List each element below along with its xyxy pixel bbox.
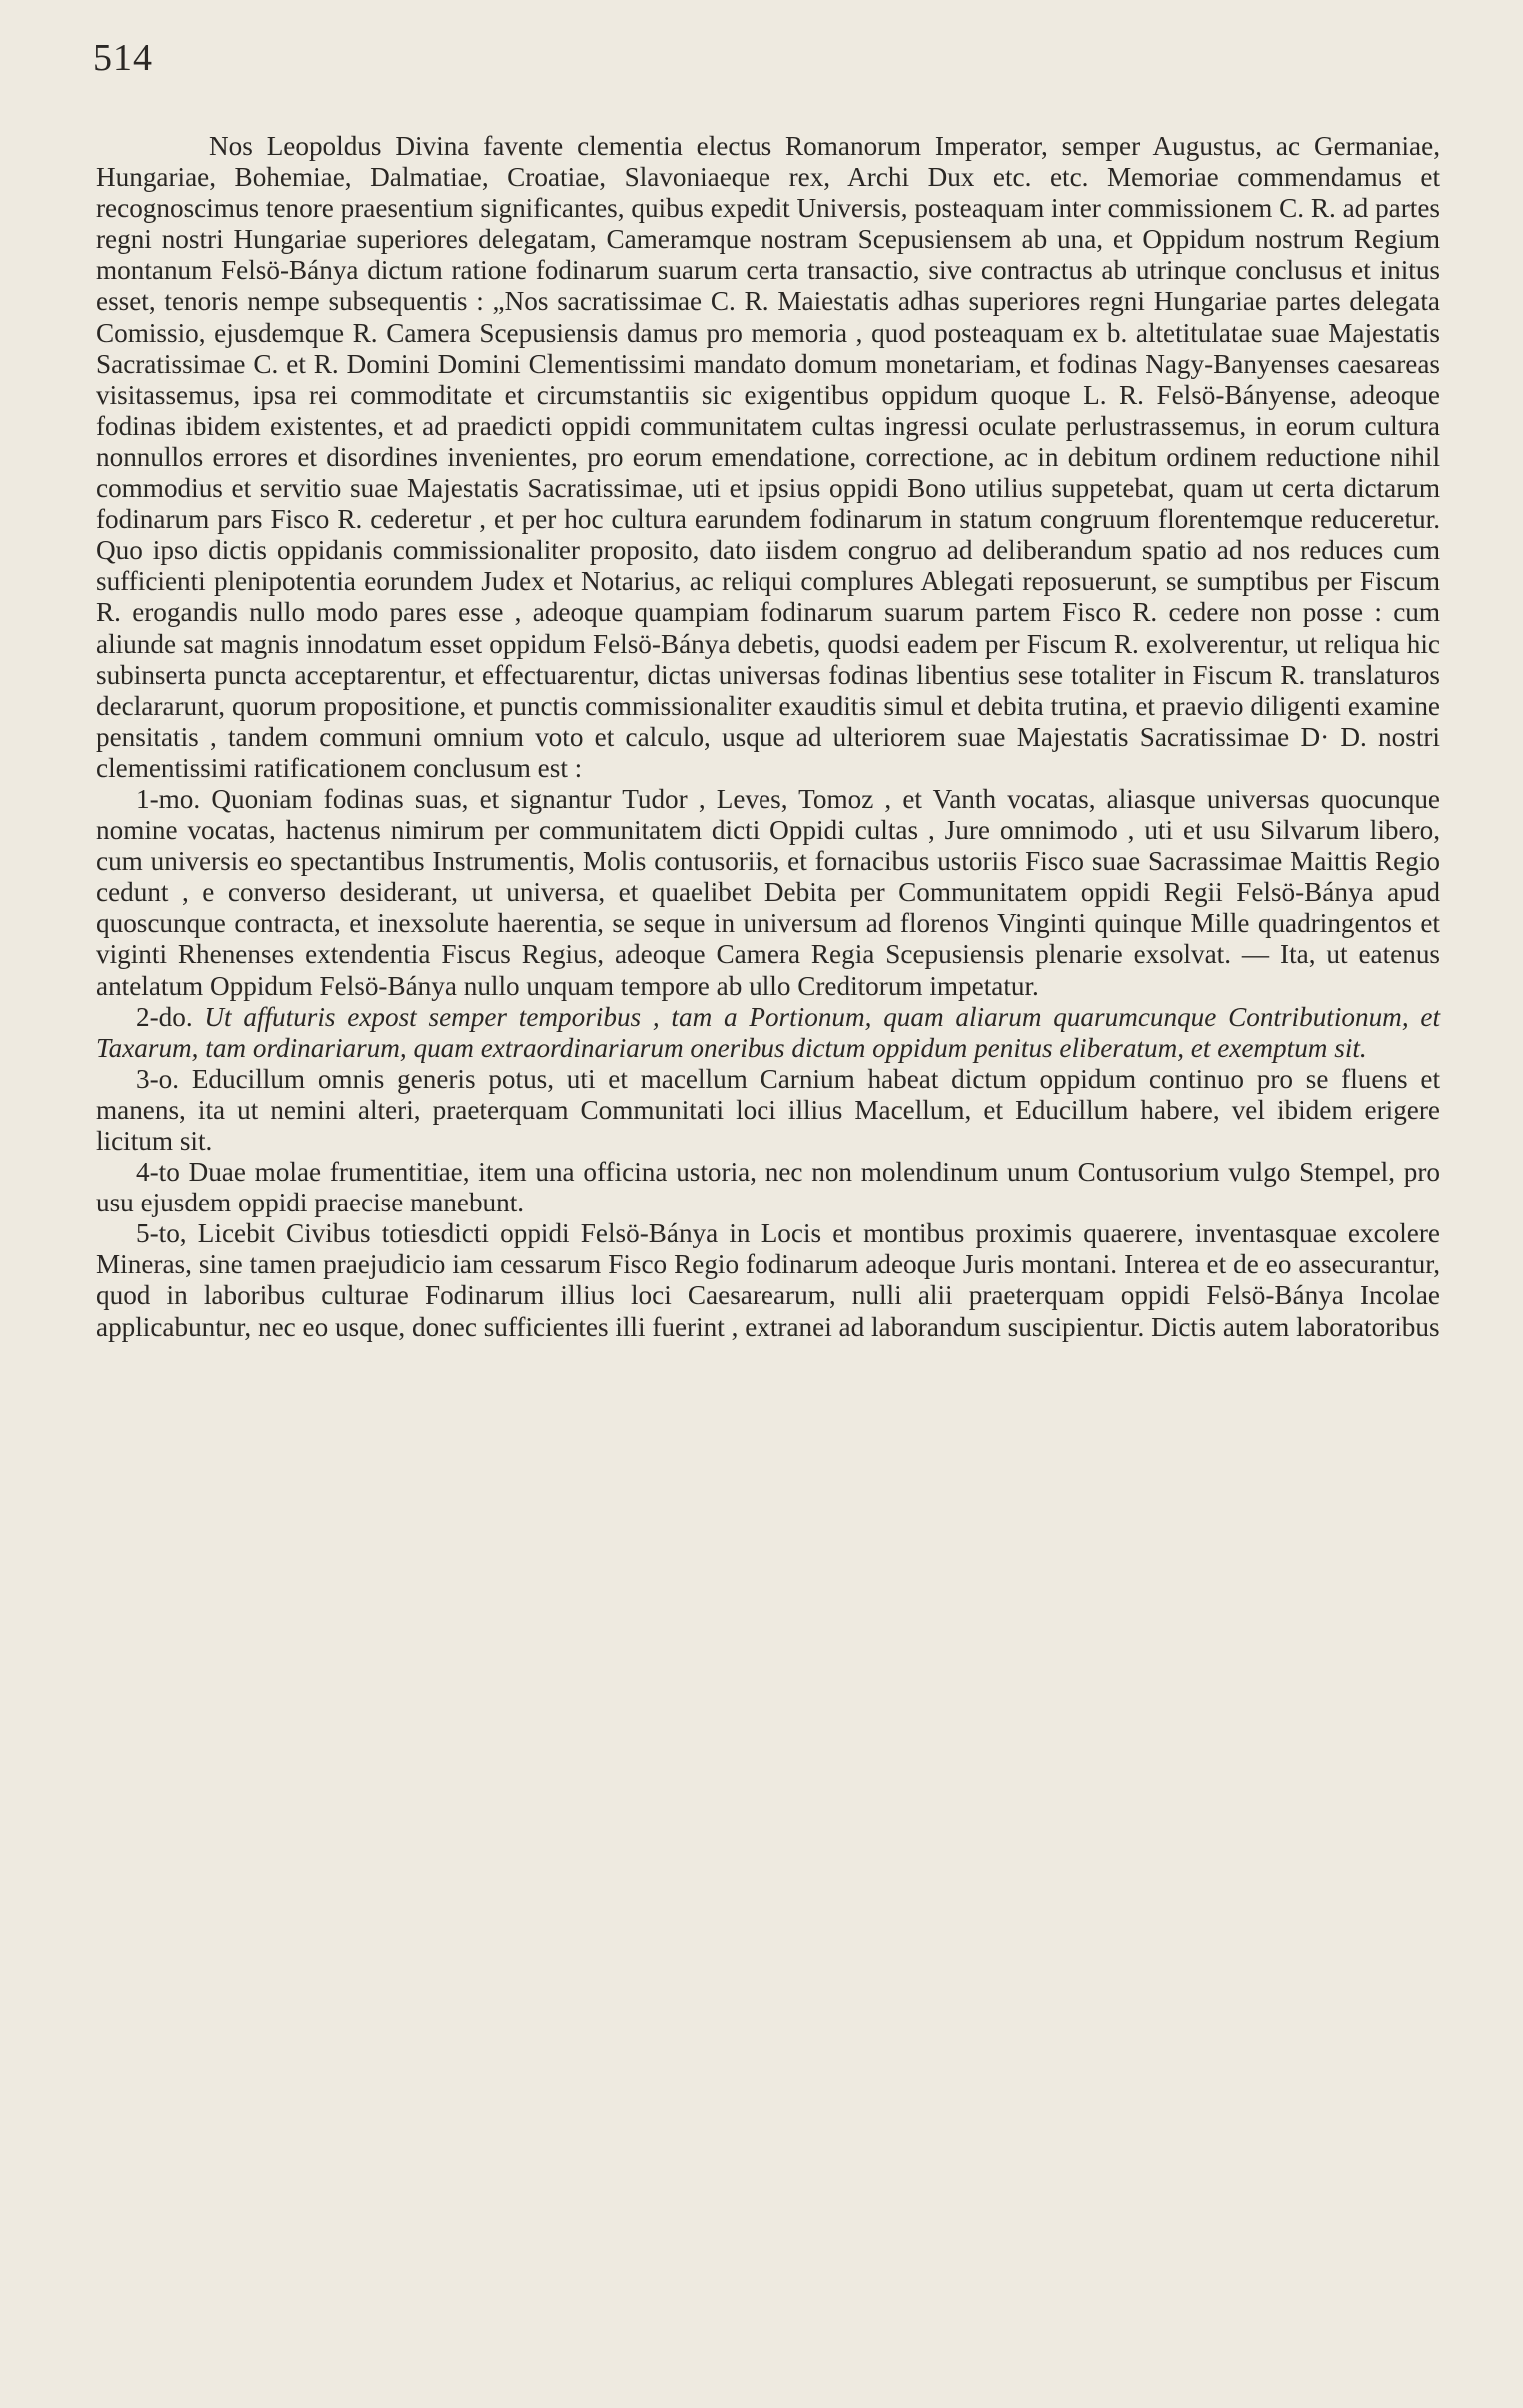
article-text: Duae molae frumentitiae, item una officina ustoria, nec non molendinum unum Contusorium vulgo Stempel, pro usu ejusdem oppidi praecise manebunt.: [96, 1157, 1441, 1218]
page-number: 514: [93, 37, 153, 79]
article-5: [96, 1218, 1440, 1342]
article-label: 1-mo.: [136, 783, 201, 814]
article-label: 4-to: [136, 1157, 180, 1188]
article-text: Quoniam fodinas suas, et signantur Tudor , Leves, Tomoz , et Vanth vocatas, aliasque universas quocunque nomine vocatas, hactenus nimirum per communitatem dicti Oppidi cultas , Jure omnimodo , uti et usu Silvarum libero, cum universis eo spectantibus Instrumentis, Molis contusoriis, et fornacibus ustoriis Fisco suae Sacrassimae Maittis Regio cedunt , e converso desiderant, ut universa, et quaelibet Debita per Communitatem oppidi Regii Felsö-Bánya apud quoscunque contracta, et inexsolute haerentia, se seque in universum ad florenos Vinginti quinque Mille quadringentos et viginti Rhenenses extendentia Fiscus Regius, adeoque Camera Regia Scepusiensis plenarie exsolvat. — Ita, ut eatenus antelatum Oppidum Felsö-Bánya nullo unquam tempore ab ullo Creditorum impetatur.: [96, 783, 1440, 1001]
body-text: [96, 131, 1440, 1343]
article-label: 2-do.: [136, 1001, 193, 1032]
article-label: 5-to,: [136, 1218, 187, 1249]
intro-paragraph: Nos Leopoldus Divina favente clementia electus Romanorum Imperator, semper Augustus, ac Germaniae, Hungariae, Bohemiae, Dalmatiae, Croatiae, Slavoniaeque rex, Archi Dux etc. etc. Memoriae commendamus et recognoscimus tenore praesentium significantes, quibus expedit Universis, posteaquam inter commissionem C. R. ad partes regni nostri Hungariae superiores delegatam, Cameramque nostram Scepusiensem ab una, et Oppidum nostrum Regium montanum Felsö-Bánya dictum ratione fodinarum suarum certa transactio, sive contractus ab utrinque conclusus et initus esset, tenoris nempe subsequentis : „Nos sacratissimae C. R. Maiestatis adhas superiores regni Hungariae partes delegata Comissio, ejusdemque R. Camera Scepusiensis damus pro memoria , quod posteaquam ex b. altetitulatae suae Majestatis Sacratissimae C. et R. Domini Domini Clementissimi mandato domum monetariam, et fodinas Nagy-Banyenses caesareas visitassemus, ipsa rei commoditate et circumstantiis sic exigentibus oppidum quoque L. R. Felsö-Bányense, adeoque fodinas ibidem existentes, et ad praedicti oppidi communitatem cultas ingressi oculate perlustrassemus, in eorum cultura nonnullos errores et disordines invenientes, pro eorum emendatione, correctione, ac in debitum ordinem reductione nihil commodius et servitio suae Majestatis Sacratissimae, uti et ipsius oppidi Bono utilius suppetebat, quam ut certa dictarum fodinarum pars Fisco R. cederetur , et per hoc cultura earundem fodinarum in statum congruum florentemque reduceretur. Quo ipso dictis oppidanis commissionaliter proposito, dato iisdem congruo ad deliberandum spatio ad nos reduces cum sufficienti plenipotentia eorundem Judex et Notarius, ac reliqui complures Ablegati reposuerunt, se sumptibus per Fiscum R. erogandis nullo modo pares esse , adeoque quampiam fodinarum suarum partem Fisco R. cedere non posse : cum aliunde sat magnis innodatum esset oppidum Felsö-Bánya debetis, quodsi eadem per Fiscum R. exolverentur, ut reliqua hic subinserta puncta acceptarentur, et effectuarentur, dictas universas fodinas libentius sese totaliter in Fiscum R. translaturos declararunt, quorum propositione, et punctis commissionaliter exauditis simul et debita trutina, et praevio diligenti examine pensitatis , tandem communi omnium voto et calculo, usque ad ulteriorem suae Majestatis Sacratissimae D· D. nostri clementissimi ratificationem conclusum est :: [96, 131, 1440, 783]
article-1: [96, 784, 1440, 1002]
article-label: 3-o.: [136, 1063, 180, 1094]
article-text: Licebit Civibus totiesdicti oppidi Felsö-Bánya in Locis et montibus proximis quaerere, inventasquae excolere Mineras, sine tamen praejudicio iam cessarum Fisco Regio fodinarum adeoque Juris montani. Interea et de eo assecurantur, quod in laboribus culturae Fodinarum illius loci Caesarearum, nulli alii praeterquam oppidi Felsö-Bánya Incolae applicabuntur, nec eo usque, donec sufficientes illi fuerint , extranei ad laborandum suscipientur. Dictis autem laboratoribus: [96, 1218, 1440, 1342]
article-text: Educillum omnis generis potus, uti et macellum Carnium habeat dictum oppidum continuo pro se fluens et manens, ita ut nemini alteri, praeterquam Communitati loci illius Macellum, et Educillum habere, vel ibidem erigere licitum sit.: [96, 1063, 1440, 1156]
article-text: Ut affuturis expost semper temporibus , tam a Portionum, quam aliarum quarumcunque Contributionum, et Taxarum, tam ordinariarum, quam extraordinariarum oneribus dictum oppidum penitus eliberatum, et exemptum sit.: [96, 1001, 1440, 1063]
article-3: [96, 1064, 1440, 1157]
article-4: [96, 1157, 1440, 1218]
article-2: [96, 1002, 1440, 1064]
